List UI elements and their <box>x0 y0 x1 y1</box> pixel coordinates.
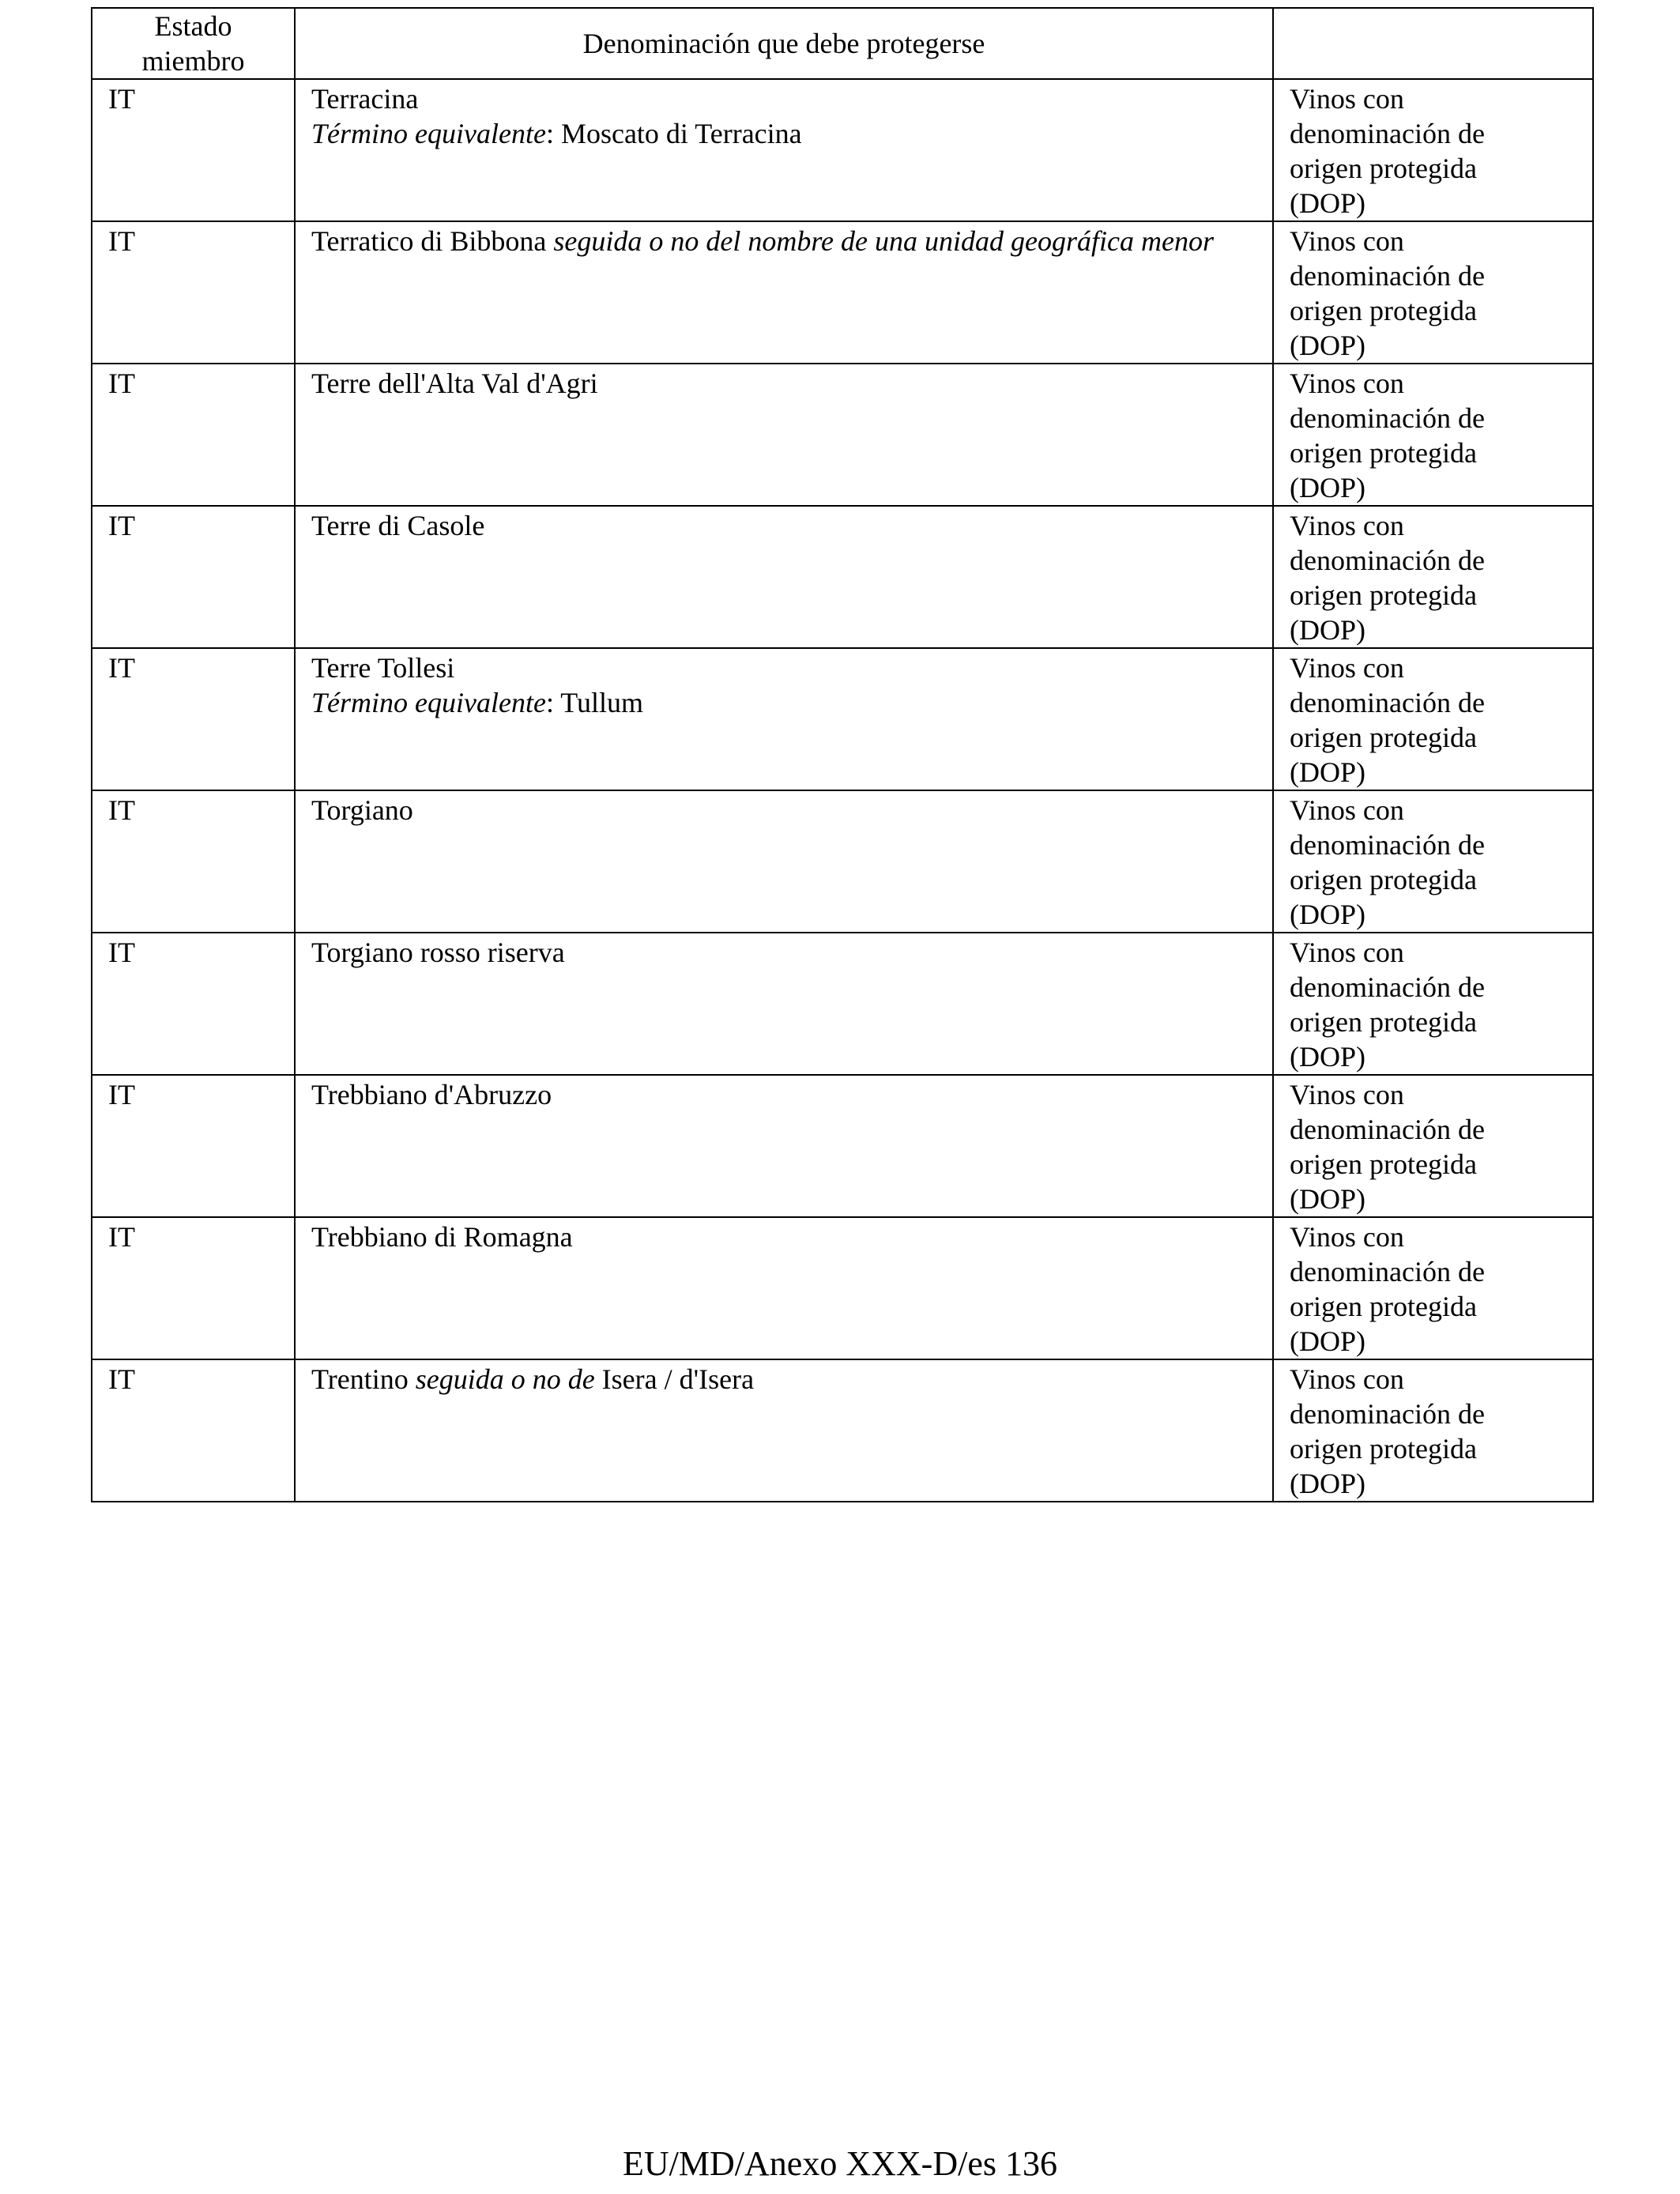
denomination-cell <box>295 1217 1273 1359</box>
denomination-name: Terracina <box>311 83 419 115</box>
denomination-name: Trebbiano d'Abruzzo <box>311 1079 552 1110</box>
category-line: denominación de <box>1290 260 1485 292</box>
header-member-state-line1: Estado <box>154 10 232 42</box>
category-line: Vinos con <box>1290 937 1404 968</box>
denomination-cell <box>295 364 1273 506</box>
denomination-line <box>311 508 1256 543</box>
category-line: Vinos con <box>1290 1221 1404 1253</box>
table-row <box>92 648 1593 790</box>
denomination-line <box>311 650 1256 685</box>
denomination-line <box>311 224 1256 258</box>
member-state-cell: IT <box>92 364 295 506</box>
denomination-name: Terre di Casole <box>311 510 485 541</box>
table-row <box>92 364 1593 506</box>
denomination-qualifier: seguida o no del nombre de una unidad geográfica menor <box>553 225 1214 257</box>
denomination-name: Terratico di Bibbona <box>311 225 554 257</box>
category-line: Vinos con <box>1290 652 1404 684</box>
denomination-qualifier: seguida o no de <box>415 1363 595 1395</box>
equivalent-term-value: : Tullum <box>545 687 644 718</box>
denomination-cell <box>295 506 1273 648</box>
header-member-state-line2: miembro <box>141 45 245 77</box>
category-line: denominación de <box>1290 1114 1485 1145</box>
category-line: denominación de <box>1290 402 1485 434</box>
table-row <box>92 1217 1593 1359</box>
denomination-cell <box>295 221 1273 364</box>
category-cell <box>1273 364 1593 506</box>
category-line: (DOP) <box>1290 756 1365 788</box>
category-line: origen protegida <box>1290 722 1477 753</box>
category-line: origen protegida <box>1290 1433 1477 1465</box>
category-line: Vinos con <box>1290 1079 1404 1110</box>
denomination-name: Torgiano rosso riserva <box>311 937 565 968</box>
category-line: origen protegida <box>1290 1148 1477 1180</box>
category-line: origen protegida <box>1290 295 1477 326</box>
table-row <box>92 221 1593 364</box>
table-row <box>92 506 1593 648</box>
denomination-cell <box>295 790 1273 933</box>
header-row <box>92 8 1593 79</box>
page-footer: EU/MD/Anexo XXX-D/es 136 <box>623 2144 1057 2183</box>
category-line: (DOP) <box>1290 899 1365 930</box>
denomination-line <box>311 935 1256 970</box>
category-cell <box>1273 1075 1593 1217</box>
denomination-line <box>311 793 1256 827</box>
denomination-name: Terre Tollesi <box>311 652 455 684</box>
denomination-line <box>311 1220 1256 1254</box>
denomination-cell <box>295 933 1273 1075</box>
table-header <box>92 8 1593 79</box>
member-state-cell: IT <box>92 933 295 1075</box>
category-line: denominación de <box>1290 545 1485 576</box>
denomination-cell <box>295 1075 1273 1217</box>
denomination-line <box>311 366 1256 401</box>
denomination-cell <box>295 79 1273 221</box>
category-cell <box>1273 221 1593 364</box>
member-state-cell: IT <box>92 221 295 364</box>
member-state-cell: IT <box>92 79 295 221</box>
member-state-cell: IT <box>92 648 295 790</box>
category-line: (DOP) <box>1290 1041 1365 1072</box>
denomination-line <box>311 1362 1256 1397</box>
category-cell <box>1273 1217 1593 1359</box>
member-state-cell: IT <box>92 1359 295 1502</box>
category-cell <box>1273 790 1593 933</box>
member-state-cell: IT <box>92 790 295 933</box>
category-cell <box>1273 79 1593 221</box>
category-cell <box>1273 1359 1593 1502</box>
equivalent-term-label: Término equivalente <box>311 687 546 718</box>
category-line: (DOP) <box>1290 472 1365 503</box>
member-state-cell: IT <box>92 506 295 648</box>
protected-denominations-table <box>91 7 1594 1502</box>
category-line: origen protegida <box>1290 437 1477 469</box>
denomination-line <box>311 81 1256 116</box>
denomination-name: Trentino <box>311 1363 416 1395</box>
equivalent-term-line <box>311 116 1256 151</box>
table-row <box>92 790 1593 933</box>
denomination-cell <box>295 648 1273 790</box>
category-line: Vinos con <box>1290 368 1404 399</box>
category-line: origen protegida <box>1290 579 1477 611</box>
member-state-cell: IT <box>92 1075 295 1217</box>
category-line: denominación de <box>1290 829 1485 861</box>
category-line: (DOP) <box>1290 614 1365 646</box>
table-row <box>92 1359 1593 1502</box>
denomination-name: Trebbiano di Romagna <box>311 1221 573 1253</box>
category-line: Vinos con <box>1290 510 1404 541</box>
category-line: (DOP) <box>1290 187 1365 219</box>
table-row <box>92 933 1593 1075</box>
denomination-line <box>311 1077 1256 1112</box>
denomination-name: Terre dell'Alta Val d'Agri <box>311 368 598 399</box>
category-line: denominación de <box>1290 687 1485 718</box>
header-category <box>1273 8 1593 79</box>
category-line: denominación de <box>1290 118 1485 149</box>
category-line: (DOP) <box>1290 1183 1365 1215</box>
table-row <box>92 1075 1593 1217</box>
category-line: origen protegida <box>1290 153 1477 184</box>
equivalent-term-label: Término equivalente <box>311 118 546 149</box>
table-body <box>92 79 1593 1502</box>
category-line: denominación de <box>1290 971 1485 1003</box>
category-line: origen protegida <box>1290 1006 1477 1038</box>
denomination-cell <box>295 1359 1273 1502</box>
category-cell <box>1273 933 1593 1075</box>
equivalent-term-value: : Moscato di Terracina <box>545 118 802 149</box>
category-line: (DOP) <box>1290 330 1365 361</box>
category-line: denominación de <box>1290 1256 1485 1287</box>
denomination-tail: Isera / d'Isera <box>594 1363 755 1395</box>
category-line: origen protegida <box>1290 1291 1477 1322</box>
header-denomination: Denominación que debe protegerse <box>295 8 1273 79</box>
denomination-name: Torgiano <box>311 794 413 826</box>
equivalent-term-line <box>311 685 1256 720</box>
category-line: origen protegida <box>1290 864 1477 895</box>
category-line: (DOP) <box>1290 1325 1365 1357</box>
category-cell <box>1273 506 1593 648</box>
category-line: Vinos con <box>1290 1363 1404 1395</box>
header-member-state <box>92 8 295 79</box>
category-line: (DOP) <box>1290 1468 1365 1499</box>
category-line: Vinos con <box>1290 794 1404 826</box>
category-line: Vinos con <box>1290 83 1404 115</box>
category-line: Vinos con <box>1290 225 1404 257</box>
table-row <box>92 79 1593 221</box>
category-cell <box>1273 648 1593 790</box>
category-line: denominación de <box>1290 1398 1485 1430</box>
member-state-cell: IT <box>92 1217 295 1359</box>
